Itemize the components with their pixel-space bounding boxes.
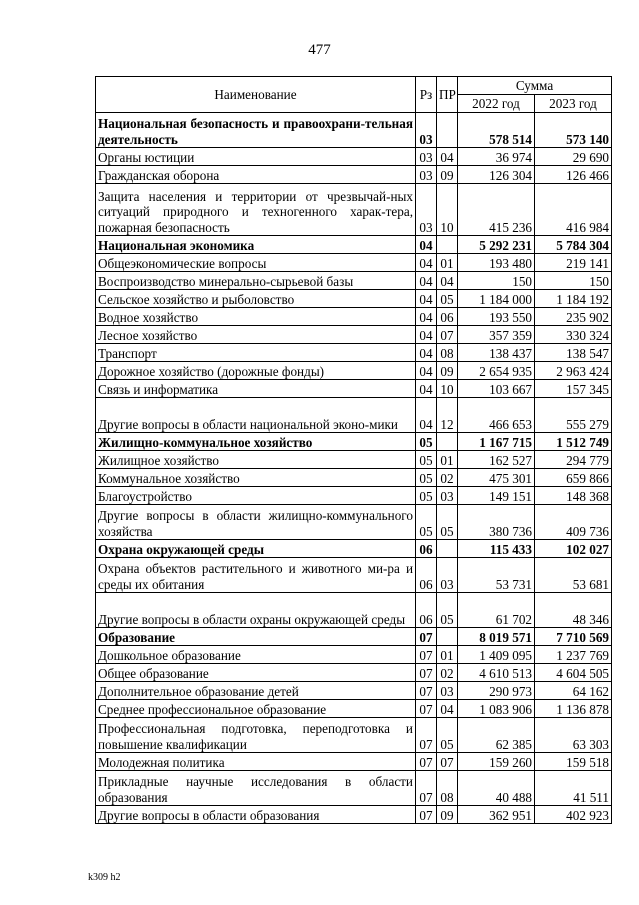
header-pr: ПР — [437, 77, 458, 113]
row-amount-2022: 578 514 — [458, 113, 535, 148]
row-amount-2023: 7 710 569 — [535, 628, 612, 646]
row-amount-2022: 115 433 — [458, 540, 535, 558]
row-name: Дошкольное образование — [96, 646, 416, 664]
row-section-code: 06 — [416, 593, 437, 628]
row-subsection-code: 05 — [437, 505, 458, 540]
row-name: Другие вопросы в области национальной эконо-мики — [96, 398, 416, 433]
row-name: Образование — [96, 628, 416, 646]
row-amount-2022: 362 951 — [458, 806, 535, 824]
row-subsection-code: 01 — [437, 451, 458, 469]
row-section-code: 04 — [416, 398, 437, 433]
row-subsection-code: 04 — [437, 148, 458, 166]
row-section-code: 06 — [416, 558, 437, 593]
row-name: Коммунальное хозяйство — [96, 469, 416, 487]
row-section-code: 05 — [416, 469, 437, 487]
table-row — [96, 290, 612, 308]
header-year-2023: 2023 год — [535, 95, 612, 113]
row-section-code: 04 — [416, 362, 437, 380]
row-subsection-code — [437, 433, 458, 451]
row-section-code: 05 — [416, 487, 437, 505]
row-name: Охрана объектов растительного и животного ми-ра и среды их обитания — [96, 558, 416, 593]
row-section-code: 05 — [416, 505, 437, 540]
row-amount-2023: 29 690 — [535, 148, 612, 166]
row-amount-2023: 148 368 — [535, 487, 612, 505]
row-section-code: 03 — [416, 166, 437, 184]
row-name: Гражданская оборона — [96, 166, 416, 184]
table-row — [96, 236, 612, 254]
row-subsection-code: 03 — [437, 487, 458, 505]
row-section-code: 04 — [416, 380, 437, 398]
row-amount-2022: 149 151 — [458, 487, 535, 505]
row-section-code: 07 — [416, 771, 437, 806]
row-section-code: 04 — [416, 290, 437, 308]
row-subsection-code: 09 — [437, 166, 458, 184]
header-rz: Рз — [416, 77, 437, 113]
row-amount-2022: 415 236 — [458, 184, 535, 236]
row-amount-2022: 40 488 — [458, 771, 535, 806]
table-row — [96, 326, 612, 344]
row-section-code: 07 — [416, 664, 437, 682]
row-name: Профессиональная подготовка, переподготовка и повышение квалификации — [96, 718, 416, 753]
row-name: Другие вопросы в области охраны окружающей среды — [96, 593, 416, 628]
header-year-2022: 2022 год — [458, 95, 535, 113]
row-section-code: 07 — [416, 682, 437, 700]
table-row — [96, 628, 612, 646]
row-name: Национальная безопасность и правоохрани-тельная деятельность — [96, 113, 416, 148]
row-amount-2022: 357 359 — [458, 326, 535, 344]
row-amount-2022: 290 973 — [458, 682, 535, 700]
row-subsection-code: 08 — [437, 771, 458, 806]
row-name: Лесное хозяйство — [96, 326, 416, 344]
header-sum: Сумма — [458, 77, 612, 95]
row-amount-2022: 2 654 935 — [458, 362, 535, 380]
row-amount-2022: 4 610 513 — [458, 664, 535, 682]
row-amount-2022: 159 260 — [458, 753, 535, 771]
row-name: Охрана окружающей среды — [96, 540, 416, 558]
row-amount-2023: 157 345 — [535, 380, 612, 398]
row-name: Сельское хозяйство и рыболовство — [96, 290, 416, 308]
row-amount-2023: 555 279 — [535, 398, 612, 433]
row-subsection-code: 04 — [437, 272, 458, 290]
table-row — [96, 718, 612, 753]
row-subsection-code: 08 — [437, 344, 458, 362]
row-amount-2022: 162 527 — [458, 451, 535, 469]
row-amount-2023: 41 511 — [535, 771, 612, 806]
table-row — [96, 487, 612, 505]
row-subsection-code: 09 — [437, 806, 458, 824]
table-row — [96, 166, 612, 184]
table-row — [96, 806, 612, 824]
row-name: Среднее профессиональное образование — [96, 700, 416, 718]
table-row — [96, 700, 612, 718]
row-section-code: 05 — [416, 451, 437, 469]
row-subsection-code: 05 — [437, 290, 458, 308]
budget-table — [95, 76, 612, 824]
table-row — [96, 664, 612, 682]
table-row — [96, 113, 612, 148]
row-section-code: 03 — [416, 148, 437, 166]
row-section-code: 06 — [416, 540, 437, 558]
row-amount-2022: 193 550 — [458, 308, 535, 326]
row-subsection-code: 01 — [437, 646, 458, 664]
table-row — [96, 558, 612, 593]
row-amount-2022: 61 702 — [458, 593, 535, 628]
table-row — [96, 148, 612, 166]
row-name: Жилищно-коммунальное хозяйство — [96, 433, 416, 451]
row-amount-2023: 63 303 — [535, 718, 612, 753]
row-name: Прикладные научные исследования в области образования — [96, 771, 416, 806]
row-amount-2023: 294 779 — [535, 451, 612, 469]
row-section-code: 07 — [416, 628, 437, 646]
header-name: Наименование — [96, 77, 416, 113]
table-row — [96, 433, 612, 451]
row-amount-2023: 659 866 — [535, 469, 612, 487]
table-row — [96, 593, 612, 628]
table-row — [96, 505, 612, 540]
row-subsection-code — [437, 236, 458, 254]
row-subsection-code: 06 — [437, 308, 458, 326]
row-name: Связь и информатика — [96, 380, 416, 398]
row-amount-2023: 102 027 — [535, 540, 612, 558]
row-subsection-code: 02 — [437, 664, 458, 682]
row-amount-2022: 380 736 — [458, 505, 535, 540]
row-name: Водное хозяйство — [96, 308, 416, 326]
page-number: 477 — [308, 42, 331, 58]
row-subsection-code: 02 — [437, 469, 458, 487]
row-subsection-code: 07 — [437, 753, 458, 771]
row-name: Дополнительное образование детей — [96, 682, 416, 700]
row-name: Общеэкономические вопросы — [96, 254, 416, 272]
row-section-code: 07 — [416, 646, 437, 664]
table-row — [96, 451, 612, 469]
row-section-code: 03 — [416, 184, 437, 236]
row-subsection-code: 03 — [437, 682, 458, 700]
row-section-code: 05 — [416, 433, 437, 451]
row-subsection-code — [437, 628, 458, 646]
row-amount-2023: 219 141 — [535, 254, 612, 272]
table-row — [96, 362, 612, 380]
table-row — [96, 646, 612, 664]
row-amount-2023: 64 162 — [535, 682, 612, 700]
row-amount-2022: 193 480 — [458, 254, 535, 272]
row-amount-2022: 126 304 — [458, 166, 535, 184]
row-subsection-code: 05 — [437, 593, 458, 628]
document-code: k309 h2 — [88, 872, 121, 883]
row-name: Общее образование — [96, 664, 416, 682]
table-row — [96, 469, 612, 487]
row-section-code: 07 — [416, 700, 437, 718]
row-amount-2023: 159 518 — [535, 753, 612, 771]
row-amount-2022: 53 731 — [458, 558, 535, 593]
row-section-code: 07 — [416, 806, 437, 824]
row-subsection-code: 07 — [437, 326, 458, 344]
row-amount-2022: 1 083 906 — [458, 700, 535, 718]
table-row — [96, 540, 612, 558]
row-subsection-code — [437, 540, 458, 558]
row-amount-2023: 138 547 — [535, 344, 612, 362]
row-name: Молодежная политика — [96, 753, 416, 771]
row-subsection-code — [437, 113, 458, 148]
table-row — [96, 184, 612, 236]
row-amount-2022: 8 019 571 — [458, 628, 535, 646]
row-section-code: 04 — [416, 326, 437, 344]
row-amount-2022: 475 301 — [458, 469, 535, 487]
table-row — [96, 380, 612, 398]
row-amount-2022: 138 437 — [458, 344, 535, 362]
row-name: Дорожное хозяйство (дорожные фонды) — [96, 362, 416, 380]
row-amount-2023: 1 184 192 — [535, 290, 612, 308]
row-amount-2022: 103 667 — [458, 380, 535, 398]
table-row — [96, 254, 612, 272]
row-amount-2022: 150 — [458, 272, 535, 290]
table-row — [96, 771, 612, 806]
row-amount-2023: 48 346 — [535, 593, 612, 628]
row-name: Органы юстиции — [96, 148, 416, 166]
row-section-code: 07 — [416, 753, 437, 771]
row-amount-2022: 62 385 — [458, 718, 535, 753]
row-amount-2023: 150 — [535, 272, 612, 290]
row-name: Другие вопросы в области жилищно-коммунального хозяйства — [96, 505, 416, 540]
row-subsection-code: 09 — [437, 362, 458, 380]
row-amount-2023: 5 784 304 — [535, 236, 612, 254]
row-amount-2023: 409 736 — [535, 505, 612, 540]
row-section-code: 03 — [416, 113, 437, 148]
row-subsection-code: 03 — [437, 558, 458, 593]
table-row — [96, 344, 612, 362]
row-amount-2023: 126 466 — [535, 166, 612, 184]
row-section-code: 07 — [416, 718, 437, 753]
row-amount-2022: 1 184 000 — [458, 290, 535, 308]
row-amount-2023: 416 984 — [535, 184, 612, 236]
row-section-code: 04 — [416, 272, 437, 290]
table-header — [96, 77, 612, 113]
row-amount-2022: 1 167 715 — [458, 433, 535, 451]
row-amount-2023: 1 237 769 — [535, 646, 612, 664]
row-name: Благоустройство — [96, 487, 416, 505]
row-name: Транспорт — [96, 344, 416, 362]
row-amount-2022: 1 409 095 — [458, 646, 535, 664]
row-amount-2023: 1 512 749 — [535, 433, 612, 451]
row-subsection-code: 10 — [437, 184, 458, 236]
row-amount-2023: 4 604 505 — [535, 664, 612, 682]
row-subsection-code: 05 — [437, 718, 458, 753]
row-section-code: 04 — [416, 236, 437, 254]
table-row — [96, 398, 612, 433]
row-name: Другие вопросы в области образования — [96, 806, 416, 824]
row-subsection-code: 01 — [437, 254, 458, 272]
row-amount-2023: 1 136 878 — [535, 700, 612, 718]
row-amount-2022: 5 292 231 — [458, 236, 535, 254]
table-body — [96, 113, 612, 824]
table-row — [96, 272, 612, 290]
row-section-code: 04 — [416, 344, 437, 362]
row-amount-2022: 36 974 — [458, 148, 535, 166]
row-section-code: 04 — [416, 254, 437, 272]
row-amount-2023: 2 963 424 — [535, 362, 612, 380]
row-amount-2023: 235 902 — [535, 308, 612, 326]
row-subsection-code: 12 — [437, 398, 458, 433]
row-amount-2023: 573 140 — [535, 113, 612, 148]
row-subsection-code: 10 — [437, 380, 458, 398]
table-row — [96, 753, 612, 771]
row-amount-2023: 402 923 — [535, 806, 612, 824]
row-section-code: 04 — [416, 308, 437, 326]
row-name: Воспроизводство минерально-сырьевой базы — [96, 272, 416, 290]
row-name: Защита населения и территории от чрезвычай-ных ситуаций природного и техногенного харак-тера, пожарная безопасность — [96, 184, 416, 236]
row-amount-2023: 53 681 — [535, 558, 612, 593]
row-amount-2022: 466 653 — [458, 398, 535, 433]
table-row — [96, 308, 612, 326]
row-name: Жилищное хозяйство — [96, 451, 416, 469]
row-name: Национальная экономика — [96, 236, 416, 254]
table-row — [96, 682, 612, 700]
row-subsection-code: 04 — [437, 700, 458, 718]
row-amount-2023: 330 324 — [535, 326, 612, 344]
